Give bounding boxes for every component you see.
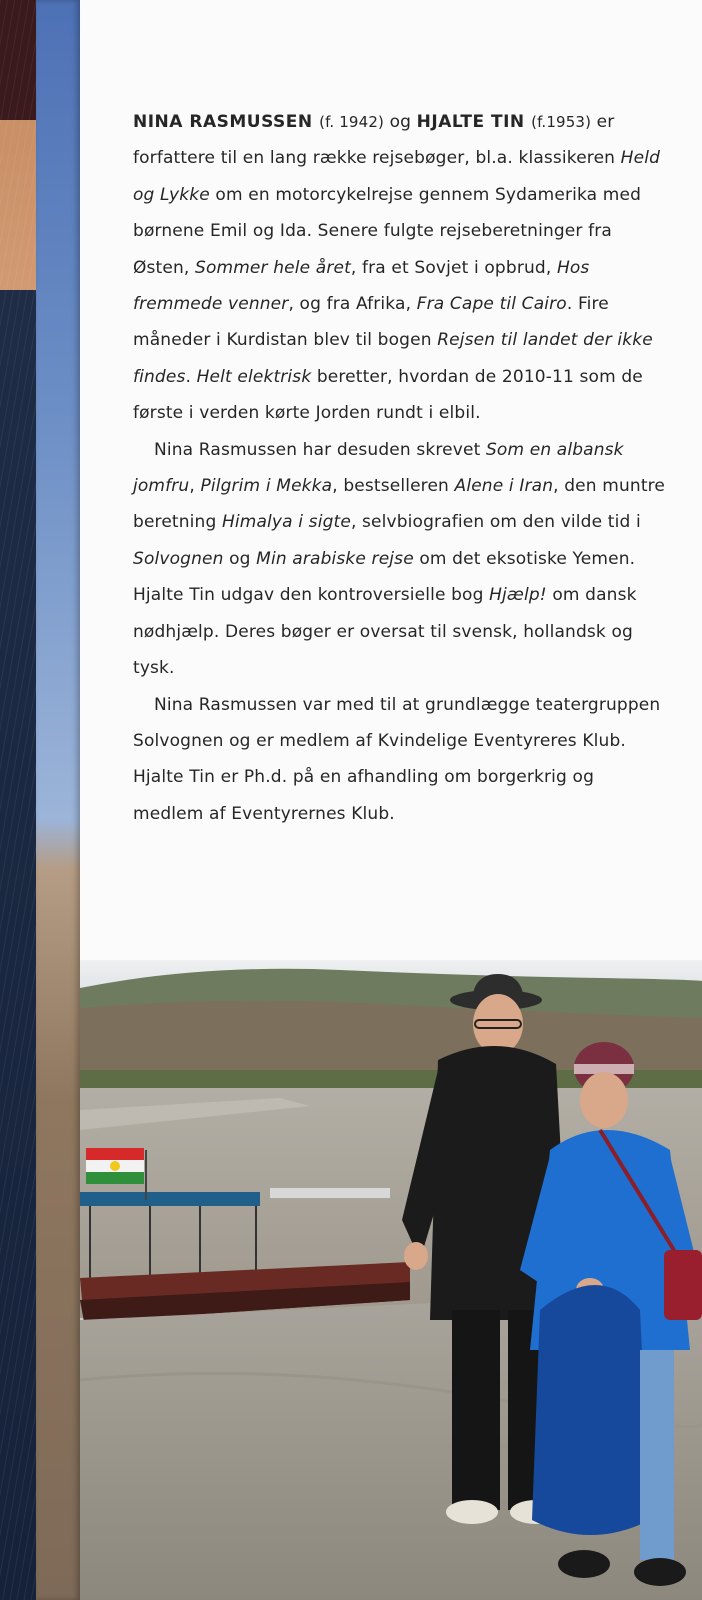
book-title: Som en albansk jomfru [133, 439, 624, 497]
book-title: Held og Lykke [133, 148, 661, 205]
bio-text: beretter, hvordan de 2010-11 som de første i verden kørte Jorden rundt i elbil. [133, 366, 643, 424]
book-title: Alene i Iran [454, 476, 554, 497]
bio-text: , [189, 476, 201, 497]
book-title: Sommer hele året [195, 257, 351, 278]
book-title: Hos fremmede venner [133, 257, 590, 315]
author-photo [80, 960, 702, 1600]
back-flap-page [80, 0, 702, 1600]
bio-text: Nina Rasmussen var med til at grundlægge teatergruppen Solvognen og er medlem af Kvindelige Eventyreres Klub. Hjalte Tin er Ph.d. på en afhandling om borgerkrig og medlem af Eventyrernes Klub. [133, 694, 661, 824]
birth-year: (f.1953) [531, 113, 592, 131]
bio-paragraph-1 [133, 104, 668, 432]
bio-text: om en motorcykelrejse gennem Sydamerika med børnene Emil og Ida. Senere fulgte rejseberetninger fra Østen, [133, 184, 642, 278]
bio-text: , og fra Afrika, [288, 294, 417, 315]
author-name: HJALTE TIN [416, 112, 532, 132]
author-photo-illustration [80, 960, 702, 1600]
bio-text: er forfattere til en lang række rejsebøger, bl.a. klassikeren [133, 112, 621, 169]
book-cover-spine-fabric [0, 0, 36, 1600]
bio-text: . [185, 366, 197, 387]
book-title: Hjælp! [489, 585, 547, 606]
book-title: Min arabiske rejse [256, 548, 414, 569]
book-title: Solvognen [133, 548, 224, 569]
bio-paragraph-3 [133, 687, 668, 833]
book-title: Helt elektrisk [196, 366, 312, 387]
bio-text: Nina Rasmussen har desuden skrevet [154, 439, 486, 460]
bio-text: , selvbiografien om den vilde tid i [350, 512, 641, 533]
bio-text: , fra et Sovjet i opbrud, [350, 257, 557, 278]
bio-text: om det eksotiske Yemen. Hjalte Tin udgav den kontroversielle bog [133, 548, 636, 606]
book-title: Himalya i sigte [221, 512, 351, 533]
bio-text: om dansk nødhjælp. Deres bøger er oversat til svensk, hollandsk og tysk. [133, 585, 637, 679]
book-title: Pilgrim i Mekka [200, 476, 333, 497]
author-bio [133, 104, 668, 832]
bio-paragraph-2 [133, 432, 668, 687]
bio-text: . Fire måneder i Kurdistan blev til bogen [133, 294, 609, 351]
bio-text: , bestselleren [332, 476, 455, 497]
bio-text: og [223, 548, 257, 569]
book-title: Fra Cape til Cairo [416, 294, 567, 315]
author-name: NINA RASMUSSEN [133, 112, 320, 132]
book-cover-edge [36, 0, 80, 1600]
book-title: Rejsen til landet der ikke findes [133, 330, 653, 387]
birth-year: (f. 1942) [319, 113, 385, 131]
bio-text: , den muntre beretning [133, 476, 666, 533]
bio-text: og [384, 112, 417, 132]
